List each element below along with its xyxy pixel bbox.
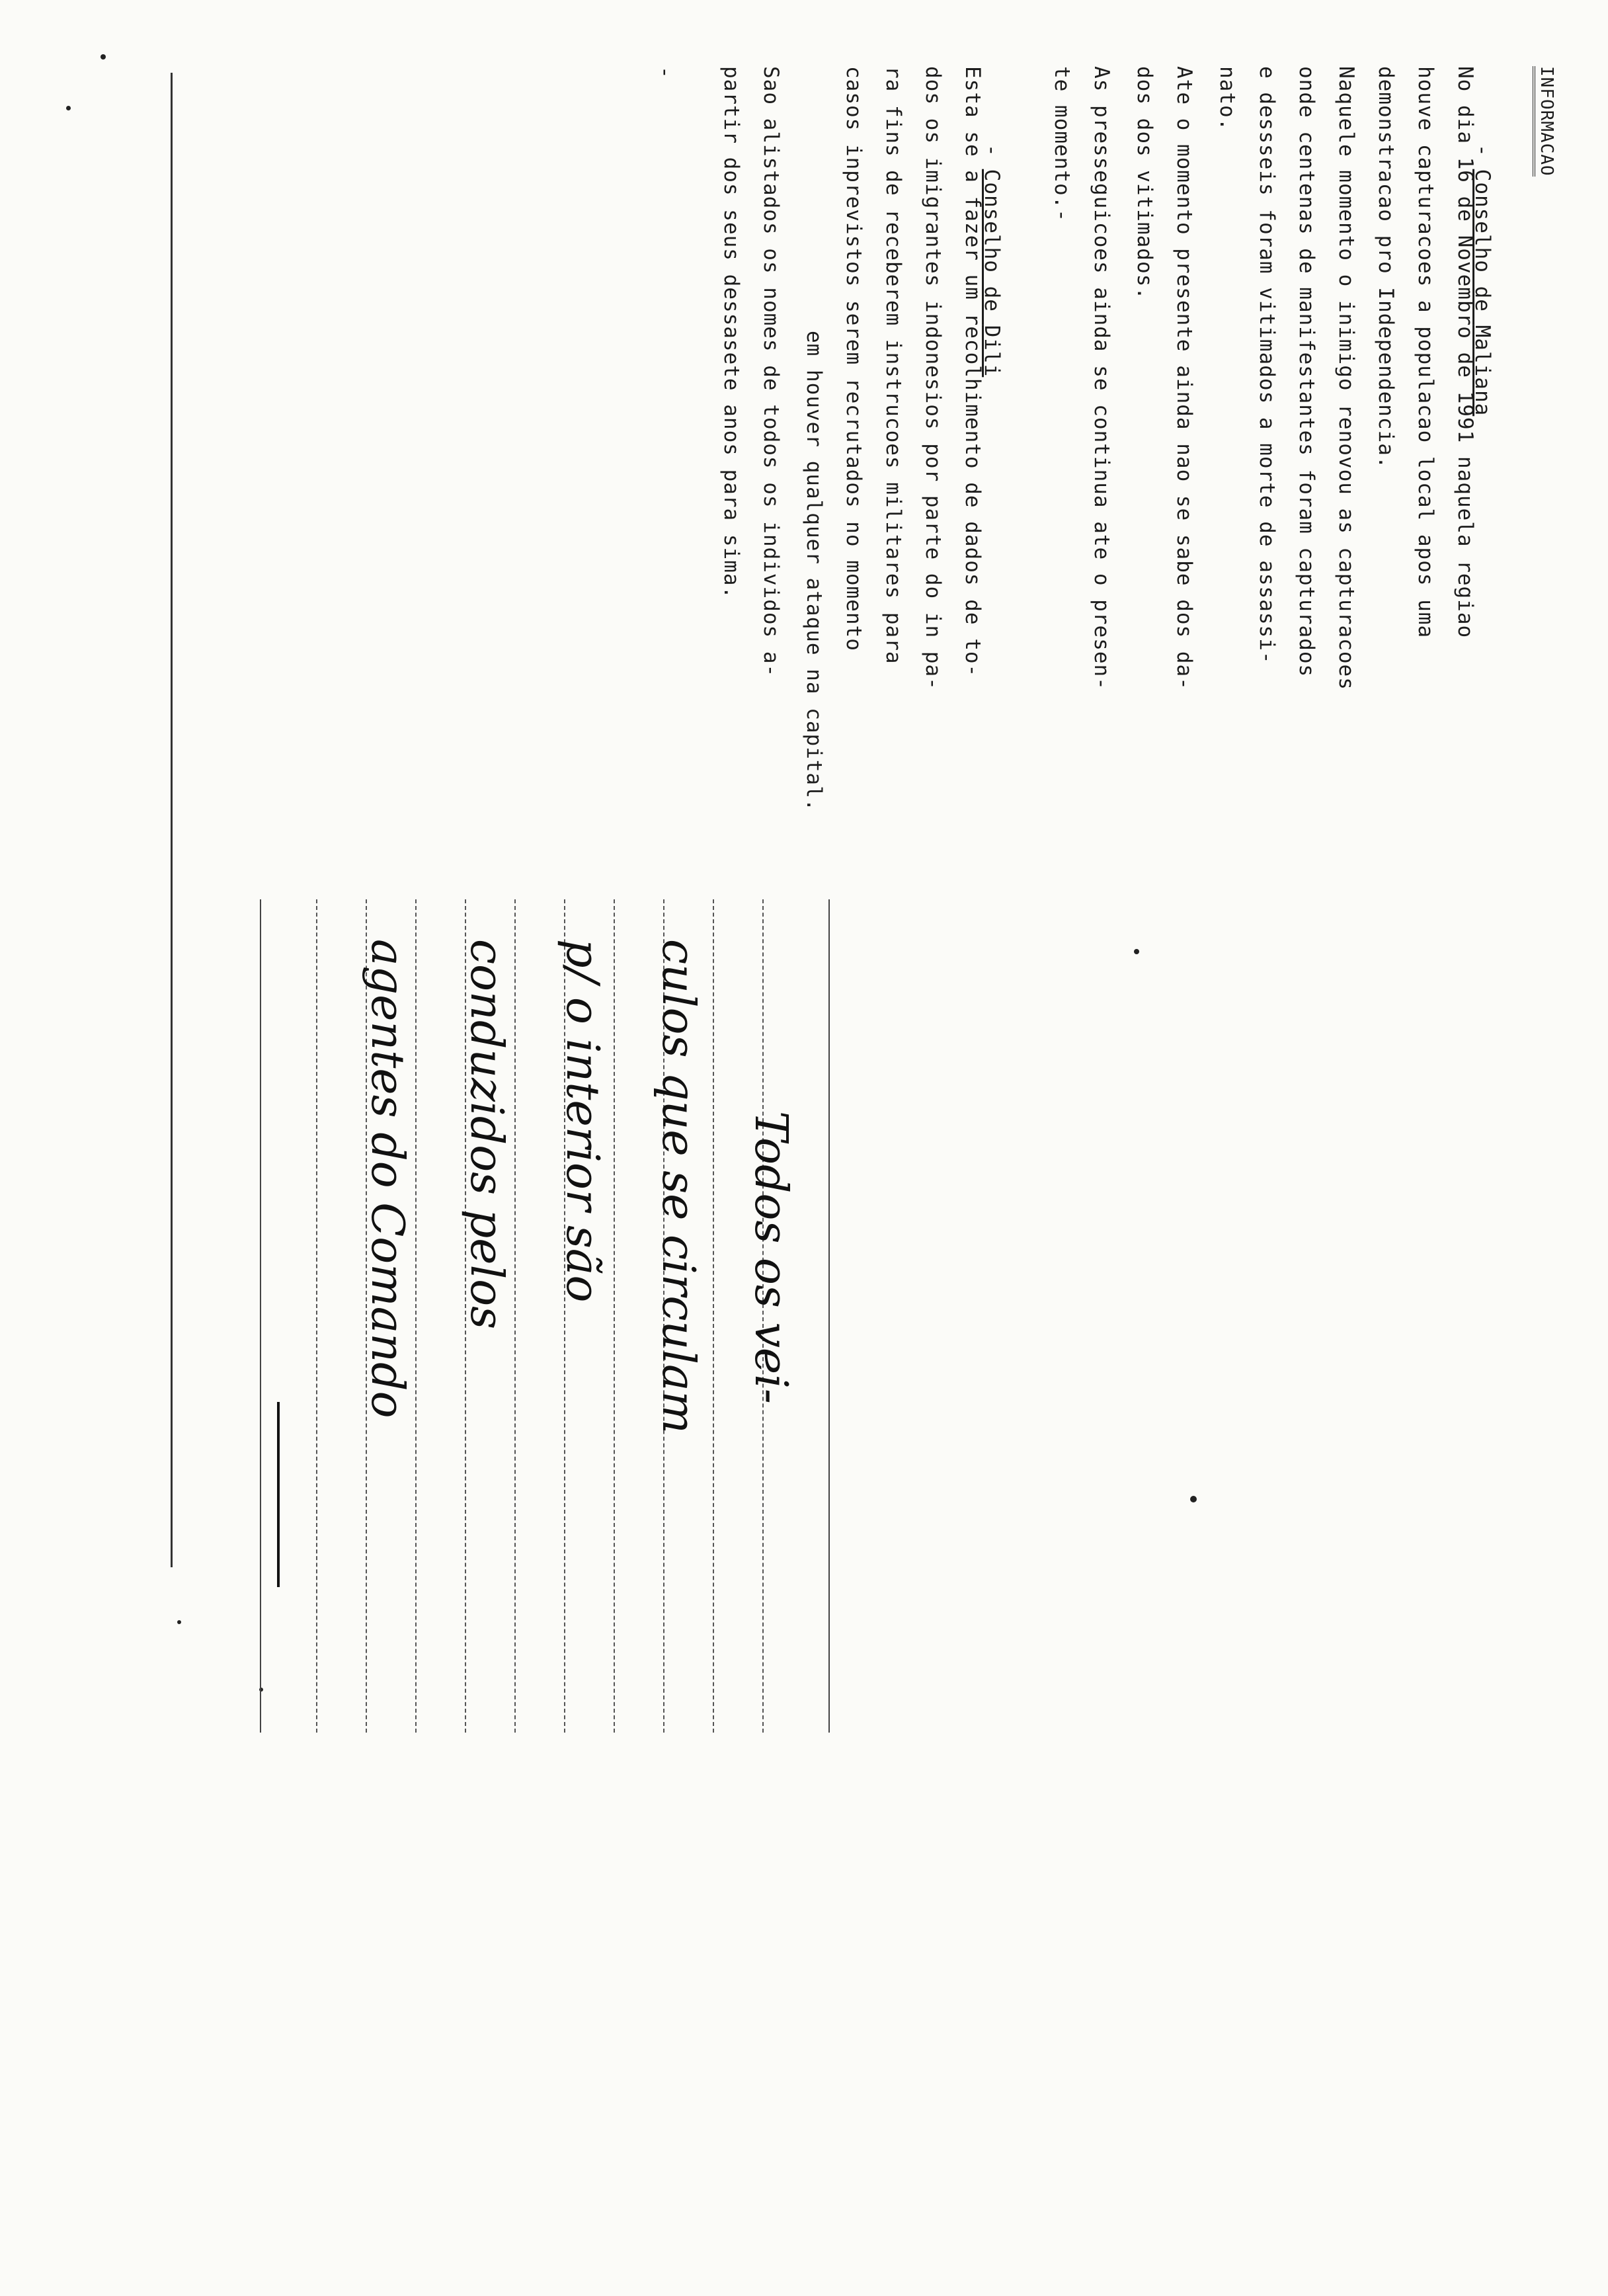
bullet-dash: - <box>1470 144 1494 157</box>
handwritten-line: conduzidos pelos <box>460 939 512 1330</box>
handwritten-note <box>228 886 843 1746</box>
ruled-line <box>415 899 417 1733</box>
text-line: e dessseis foram vitimados a morte de assassi- <box>1255 66 1279 665</box>
text-line: nato. <box>1215 66 1239 132</box>
text-line: houve capturacoes a populacao local apos uma <box>1414 66 1437 639</box>
text-line: ra fins de receberem instrucoes militares para <box>881 66 905 665</box>
bullet-dash: - <box>980 144 1004 157</box>
handwritten-line: Todos os vei- <box>744 1111 797 1404</box>
text-line: dos dos vitimados. <box>1133 66 1156 300</box>
signature-mark <box>277 1402 280 1587</box>
ruled-line <box>828 899 830 1733</box>
speck <box>1190 1496 1197 1502</box>
text-line: Ate o momento presente ainda nao se sabe dos da- <box>1172 66 1196 690</box>
margin-rule <box>171 73 173 1567</box>
speck <box>177 1620 181 1624</box>
speck <box>66 106 71 110</box>
handwritten-line: agentes do Comando <box>361 939 413 1418</box>
section-title-prefix: Conselho de <box>1470 169 1494 325</box>
section-title-name: Maliana <box>1470 325 1494 417</box>
text-line: No dia 16 de Novembro de 1991 naquela regiao <box>1453 66 1477 639</box>
speck <box>100 54 106 60</box>
text-line: Naquele momento o inimigo renovou as capturacoes <box>1334 66 1358 690</box>
text-line: em houver qualquer ataque na capital. <box>802 331 826 812</box>
section-title-name: Dili <box>980 325 1004 378</box>
text-line: dos os imigrantes indonesios por parte do in pa- <box>921 66 945 690</box>
ruled-line <box>614 899 615 1733</box>
text-line: demonstracao pro Independencia. <box>1374 66 1398 470</box>
text-line: casos inprevistos serem recrutados no momento <box>842 66 865 651</box>
text-line: te momento.- <box>1050 66 1074 222</box>
ruled-line <box>260 899 261 1733</box>
handwritten-line: culos que se circulam <box>652 939 704 1434</box>
text-line: onde centenas de manifestantes foram capturados <box>1295 66 1318 678</box>
section-title-prefix: Conselho de <box>980 169 1004 325</box>
ruled-line <box>713 899 714 1733</box>
handwritten-line: p/ o interior são <box>556 939 608 1303</box>
text-line: Esta se a fazer um recolhimento de dados de to- <box>961 66 985 678</box>
ruled-line <box>316 899 317 1733</box>
ruled-line <box>514 899 516 1733</box>
text-line: Sao alistados os nomes de todos os individos a- <box>759 66 783 678</box>
trailing-dash: - <box>653 66 677 79</box>
text-line: As presseguicoes ainda se continua ate o presen- <box>1090 66 1113 690</box>
text-line: partir dos seus dessasete anos para sima. <box>719 66 743 600</box>
document-heading: INFORMACAO <box>1533 66 1556 177</box>
